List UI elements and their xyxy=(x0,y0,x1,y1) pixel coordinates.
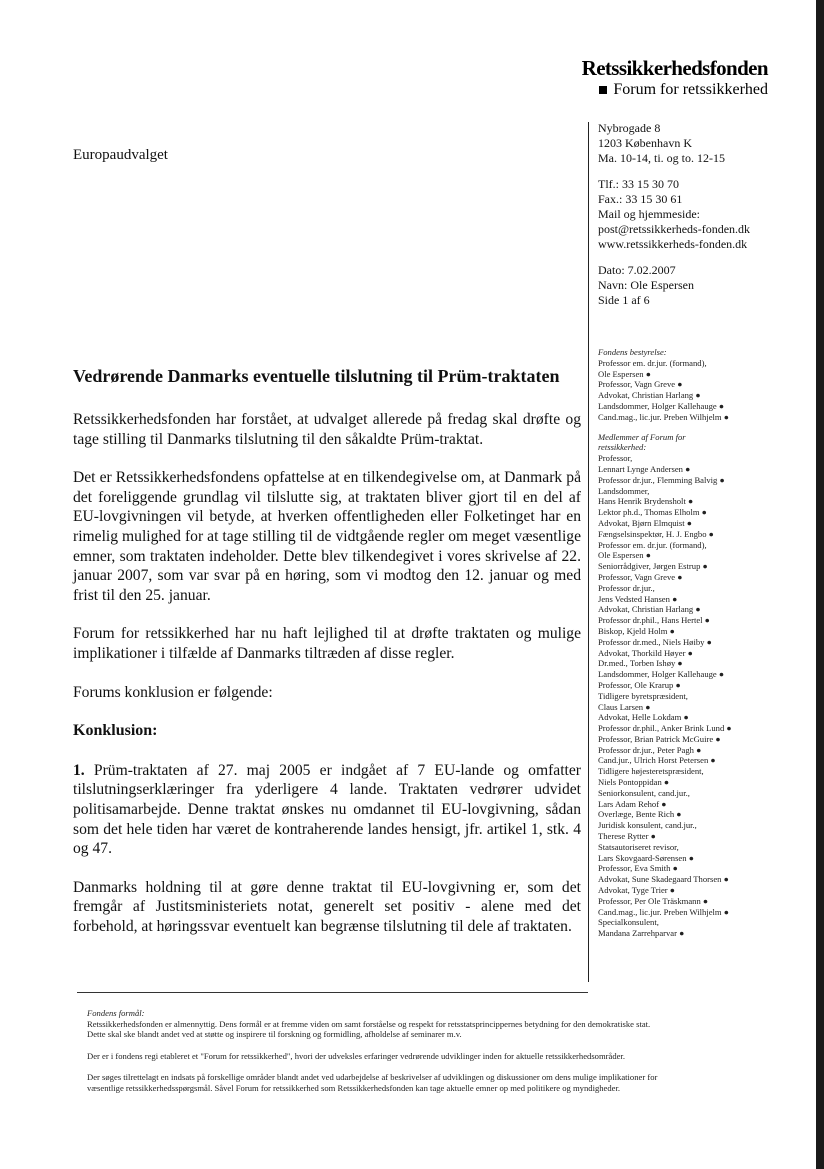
member-entry: Dr.med., Torben Ishøy ● xyxy=(598,658,683,669)
scan-edge xyxy=(816,0,824,1169)
member-entry: Professor, Vagn Greve ● xyxy=(598,379,683,390)
square-bullet-icon xyxy=(599,86,607,94)
meta-block xyxy=(598,263,788,308)
recipient: Europaudvalget xyxy=(73,147,168,163)
forum-header: Medlemmer af Forum for xyxy=(598,431,686,442)
forum-line xyxy=(599,81,768,99)
footer-line: væsentlige retssikkerhedsspørgsmål. Såvel Forum for retssikkerhed som Retssikkerhedsfonden kan tage aktuelle emner op med politikere og myndigheder. xyxy=(87,1082,621,1093)
fax-line: Fax.: 33 15 30 61 xyxy=(598,192,683,206)
member-entry: Professor dr.phil., Hans Hertel ● xyxy=(598,615,710,626)
paragraph: Retssikkerhedsfonden har forstået, at udvalget allerede på fredag skal drøfte og tage stilling til Danmarks tilslutning til den såkaldte Prüm-traktat. xyxy=(73,411,581,448)
member-entry: Professor dr.phil., Anker Brink Lund ● xyxy=(598,723,732,734)
member-entry: Professor dr.jur., xyxy=(598,582,655,593)
member-entry: Lennart Lynge Andersen ● xyxy=(598,463,691,474)
board-header: Fondens bestyrelse: xyxy=(598,347,667,357)
member-entry: Professor, Vagn Greve ● xyxy=(598,571,683,582)
date-line: Dato: 7.02.2007 xyxy=(598,263,676,277)
member-entry: Advokat, Helle Lokdam ● xyxy=(598,712,689,723)
footer-header: Fondens formål: xyxy=(87,1008,145,1018)
member-entry: Tidligere byretspræsident, xyxy=(598,690,688,701)
member-entry: Advokat, Thorkild Høyer ● xyxy=(598,647,693,658)
member-entry: Cand.mag., lic.jur. Preben Wilhjelm ● xyxy=(598,906,729,917)
footer-line: Der er i fondens regi etableret et "Forum for retssikkerhed", hvori der udveksles erfaringer vedrørende udviklinger inden for aktuelle retssikkerhedsområder. xyxy=(87,1050,625,1061)
paragraph-numbered xyxy=(73,761,581,859)
vertical-divider xyxy=(588,122,589,982)
paragraph: Forum for retssikkerhed har nu haft lejlighed til at drøfte traktaten og mulige implikationer i tilfælde af Danmarks tiltræden af disse regler. xyxy=(73,625,581,662)
member-entry: Fængselsinspektør, H. J. Engbo ● xyxy=(598,528,714,539)
member-entry: Therese Rytter ● xyxy=(598,831,656,842)
forum-header-2: retssikkerhed: xyxy=(598,442,647,453)
paragraph: Danmarks holdning til at gøre denne traktat til EU-lovgivning er, som det fremgår af Justitsministeriets notat, generelt set positiv - alene med det forbehold, at høringssvar eventuelt kan begrænse tilslutning til dele af traktaten. xyxy=(73,878,581,935)
member-entry: Landsdommer, Holger Kallehauge ● xyxy=(598,400,725,411)
member-entry: Professor dr.med., Niels Høiby ● xyxy=(598,636,712,647)
member-entry: Advokat, Christian Harlang ● xyxy=(598,390,701,401)
member-entry: Seniorrådgiver, Jørgen Estrup ● xyxy=(598,561,708,572)
footer-line: Dette skal ske blandt andet ved at støtte og inspirere til forskning og formidling, afholdelse af seminarer m.v. xyxy=(87,1029,462,1039)
member-entry: Landsdommer, Holger Kallehauge ● xyxy=(598,669,725,680)
member-entry: Advokat, Sune Skadegaard Thorsen ● xyxy=(598,874,729,885)
item-number: 1. xyxy=(73,761,85,779)
name-line: Navn: Ole Espersen xyxy=(598,278,694,292)
member-entry: Professor, Eva Smith ● xyxy=(598,863,678,874)
footer-line: Retssikkerhedsfonden er almennyttig. Dens formål er at fremme viden om samt forståelse og respekt for retsstatsprincippernes betydning for den demokratiske stat. xyxy=(87,1018,651,1029)
member-entry: Professor dr.jur., Flemming Balvig ● xyxy=(598,474,725,485)
forum-list xyxy=(598,453,798,939)
member-entry: Cand.jur., Ulrich Horst Petersen ● xyxy=(598,755,716,766)
paragraph: Forums konklusion er følgende: xyxy=(73,683,273,701)
member-entry: Seniorkonsulent, cand.jur., xyxy=(598,787,690,798)
address-block xyxy=(598,121,788,166)
member-entry: Professor em. dr.jur. (formand), xyxy=(598,539,707,550)
paragraph: Det er Retssikkerhedsfondens opfattelse at en tilkendegivelse om, at Danmark på det foreliggende grundlag vil tilslutte sig, at traktaten bliver gjort til en del af EU-lovgivningen vil betyde, at hverken offentligheden eller Folketinget har en rimelig mulighed for at tage stilling til de vidtgående regler om meget væsentlige emner, som traktaten indeholder. Dette blev tilkendegivet i vores skrivelse af 22. januar 2007, som var svar på en høring, som vi modtog den 12. januar og med frist til den 25. januar. xyxy=(73,469,581,604)
address-line: Ma. 10-14, ti. og to. 12-15 xyxy=(598,151,725,165)
letter-body xyxy=(73,365,581,955)
member-entry: Biskop, Kjeld Holm ● xyxy=(598,625,675,636)
member-entry: Professor, xyxy=(598,453,633,464)
conclusion-heading: Konklusion: xyxy=(73,722,158,740)
member-entry: Advokat, Bjørn Elmquist ● xyxy=(598,517,692,528)
member-entry: Niels Pontoppidan ● xyxy=(598,777,670,788)
address-line: 1203 København K xyxy=(598,136,692,150)
member-entry: Advokat, Christian Harlang ● xyxy=(598,604,701,615)
member-entry: Lars Skovgaard-Sørensen ● xyxy=(598,852,694,863)
email-link[interactable]: post@retssikkerheds-fonden.dk xyxy=(598,222,751,236)
member-entry: Juridisk konsulent, cand.jur., xyxy=(598,820,697,831)
member-entry: Lars Adam Rehof ● xyxy=(598,798,667,809)
address-line: Nybrogade 8 xyxy=(598,121,661,135)
member-entry: Statsautoriseret revisor, xyxy=(598,841,679,852)
forum-name: Forum for retssikkerhed xyxy=(613,81,768,98)
member-entry: Professor, Per Ole Träskmann ● xyxy=(598,895,709,906)
footer-divider xyxy=(77,992,588,993)
paragraph-text: Prüm-traktaten af 27. maj 2005 er indgået af 7 EU-lande og omfatter tilslutningserklæringer fra yderligere 4 lande. Traktaten vedrører udvidet politisamarbejde. Denne traktat ønskes nu omdannet til EU-lovgivning, sådan som det hele tiden har været de kontraherende landes hensigt, jfr. artikel 1, stk. 4 og 47. xyxy=(73,761,581,858)
member-entry: Ole Espersen ● xyxy=(598,550,651,561)
page-line: Side 1 af 6 xyxy=(598,293,650,307)
member-entry: Specialkonsulent, xyxy=(598,917,659,928)
member-entry: Claus Larsen ● xyxy=(598,701,651,712)
member-entry: Cand.mag., lic.jur. Preben Wilhjelm ● xyxy=(598,411,729,422)
phone-block xyxy=(598,177,788,252)
member-entry: Advokat, Tyge Trier ● xyxy=(598,885,675,896)
letter-title: Vedrørende Danmarks eventuelle tilslutning til Prüm-traktaten xyxy=(73,366,560,386)
member-entry: Ole Espersen ● xyxy=(598,368,651,379)
member-entry: Professor, Brian Patrick McGuire ● xyxy=(598,733,721,744)
members-column xyxy=(598,347,798,939)
member-entry: Lektor ph.d., Thomas Elholm ● xyxy=(598,507,707,518)
website-link[interactable]: www.retssikkerheds-fonden.dk xyxy=(598,237,748,251)
board-list xyxy=(598,358,798,423)
member-entry: Tidligere højesteretspræsident, xyxy=(598,766,704,777)
member-entry: Landsdommer, xyxy=(598,485,650,496)
footer xyxy=(87,1008,737,1104)
org-name: Retssikkerhedsfonden xyxy=(581,56,768,80)
footer-line: Der søges tilrettelagt en indsats på forskellige områder blandt andet ved udarbejdelse af beskrivelser af udviklingen og diskussioner om dens mulige implikationer for xyxy=(87,1072,658,1082)
member-entry: Jens Vedsted Hansen ● xyxy=(598,593,678,604)
contact-block xyxy=(598,121,788,319)
member-entry: Professor dr.jur., Peter Pagh ● xyxy=(598,744,702,755)
member-entry: Professor, Ole Krarup ● xyxy=(598,679,681,690)
member-entry: Mandana Zarrehparvar ● xyxy=(598,928,685,939)
member-entry: Hans Henrik Brydensholt ● xyxy=(598,496,694,507)
mail-label: Mail og hjemmeside: xyxy=(598,207,700,221)
phone-line: Tlf.: 33 15 30 70 xyxy=(598,177,679,191)
member-entry: Professor em. dr.jur. (formand), xyxy=(598,357,707,368)
member-entry: Overlæge, Bente Rich ● xyxy=(598,809,682,820)
